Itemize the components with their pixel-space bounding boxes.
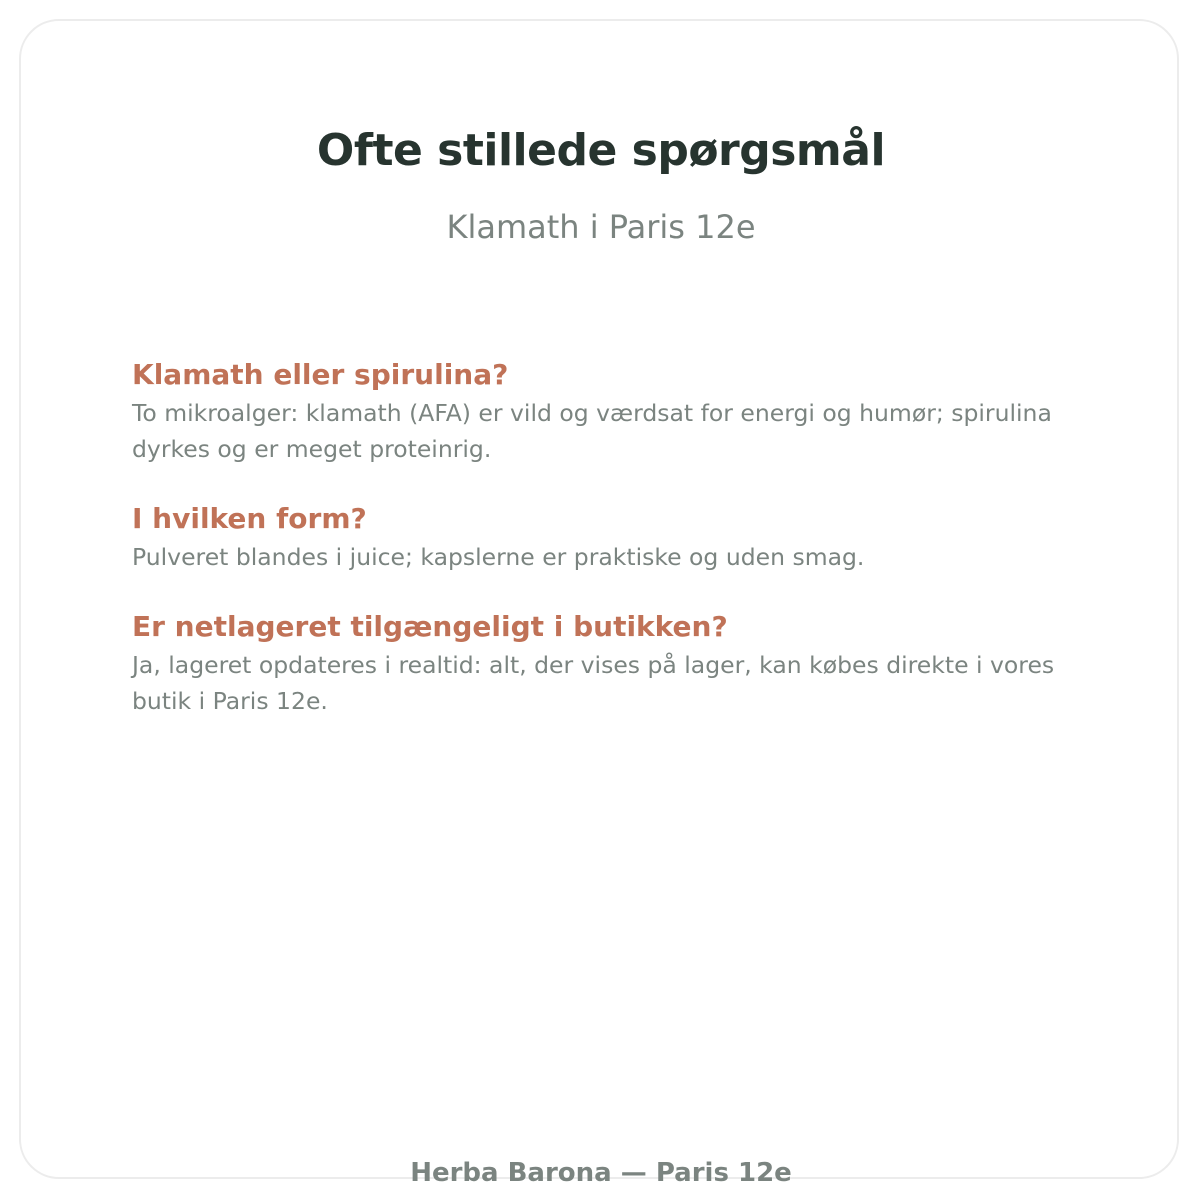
faq-question: I hvilken form? [132, 502, 367, 535]
faq-answer: To mikroalger: klamath (AFA) er vild og værdsat for energi og humør; spirulina dyrkes og er meget proteinrig. [132, 399, 1052, 463]
faq-item [132, 355, 1112, 467]
faq-question: Klamath eller spirulina? [132, 358, 509, 391]
page-title: Ofte stillede spørgsmål [316, 125, 886, 176]
faq-answer: Pulveret blandes i juice; kapslerne er praktiske og uden smag. [132, 543, 865, 571]
faq-answer: Ja, lageret opdateres i realtid: alt, der vises på lager, kan købes direkte i vores butik i Paris 12e. [132, 651, 1055, 715]
faq-item [132, 499, 1112, 575]
faq-card [19, 19, 1179, 1188]
page-subtitle: Klamath i Paris 12e [446, 208, 756, 246]
footer-store-name: Herba Barona — Paris 12e [410, 1158, 792, 1188]
faq-question: Er netlageret tilgængeligt i butikken? [132, 610, 728, 643]
faq-list [132, 355, 1112, 751]
faq-item [132, 607, 1112, 719]
